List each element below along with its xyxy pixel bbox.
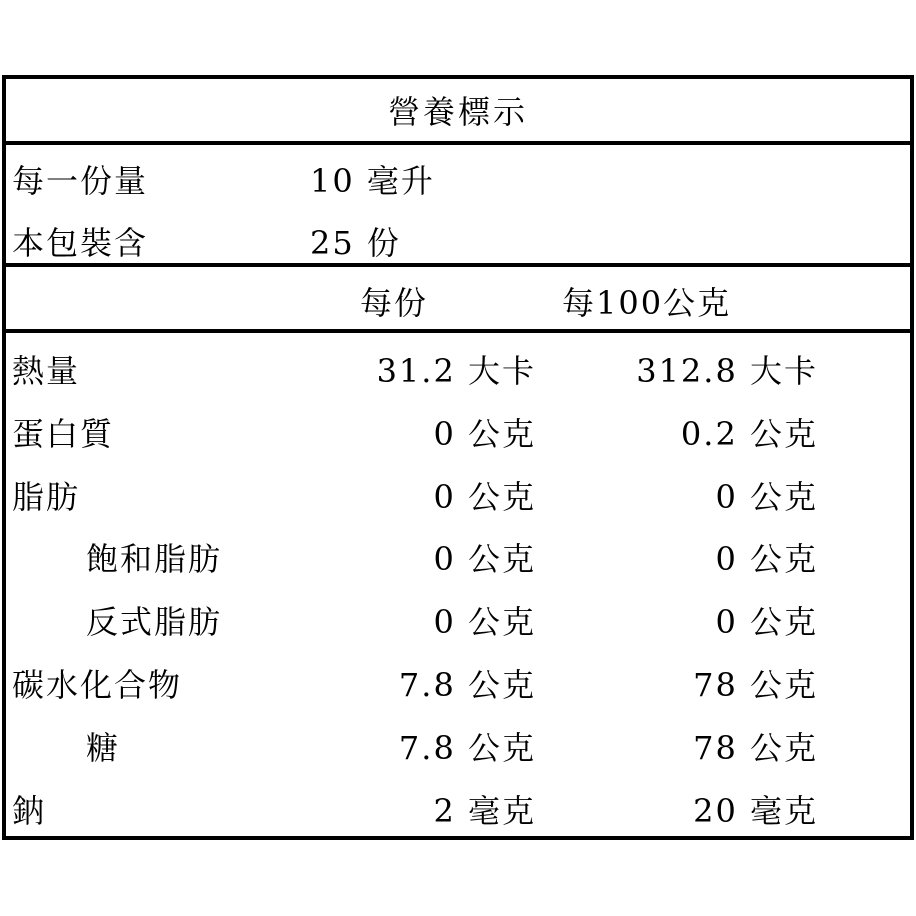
nutrient-name: 碳水化合物	[12, 666, 183, 704]
nutrient-per-serving-value: 0 公克	[433, 414, 536, 453]
nutrient-name: 飽和脂肪	[86, 540, 223, 579]
nutrition-label	[2, 75, 914, 840]
serving-size-value: 10 毫升	[310, 162, 435, 200]
nutrient-name: 糖	[86, 728, 121, 767]
nutrient-per-serving-value: 31.2 大卡	[376, 352, 536, 390]
servings-per-package-value: 25 份	[310, 224, 401, 262]
nutrient-per-serving-value: 7.8 公克	[398, 666, 536, 704]
nutrient-per-serving-value: 0 公克	[433, 603, 536, 642]
header-divider	[6, 329, 910, 333]
servings-per-package-label: 本包裝含	[12, 224, 149, 262]
nutrient-per-100g-value: 312.8 大卡	[636, 352, 818, 390]
nutrient-per-100g-value: 78 公克	[693, 728, 818, 767]
nutrient-per-serving-value: 0 公克	[433, 540, 536, 579]
nutrient-name: 熱量	[12, 352, 81, 390]
nutrient-name: 蛋白質	[12, 414, 115, 453]
nutrient-per-100g-value: 78 公克	[693, 666, 818, 704]
nutrient-per-100g-value: 0 公克	[715, 477, 818, 516]
serving-divider	[6, 263, 910, 267]
nutrient-per-100g-value: 20 毫克	[693, 791, 818, 830]
per-100g-header: 每100公克	[562, 284, 732, 322]
nutrient-per-serving-value: 0 公克	[433, 477, 536, 516]
nutrient-name: 反式脂肪	[86, 603, 223, 642]
nutrient-per-100g-value: 0 公克	[715, 540, 818, 579]
nutrient-name: 脂肪	[12, 477, 81, 516]
nutrient-per-serving-value: 2 毫克	[433, 791, 536, 830]
nutrient-per-serving-value: 7.8 公克	[398, 728, 536, 767]
title-divider	[6, 141, 910, 145]
serving-size-label: 每一份量	[12, 162, 149, 200]
per-serving-header: 每份	[360, 284, 429, 322]
label-title: 營養標示	[387, 93, 528, 131]
nutrient-per-100g-value: 0.2 公克	[680, 414, 818, 453]
nutrient-name: 鈉	[12, 791, 47, 830]
nutrient-per-100g-value: 0 公克	[715, 603, 818, 642]
